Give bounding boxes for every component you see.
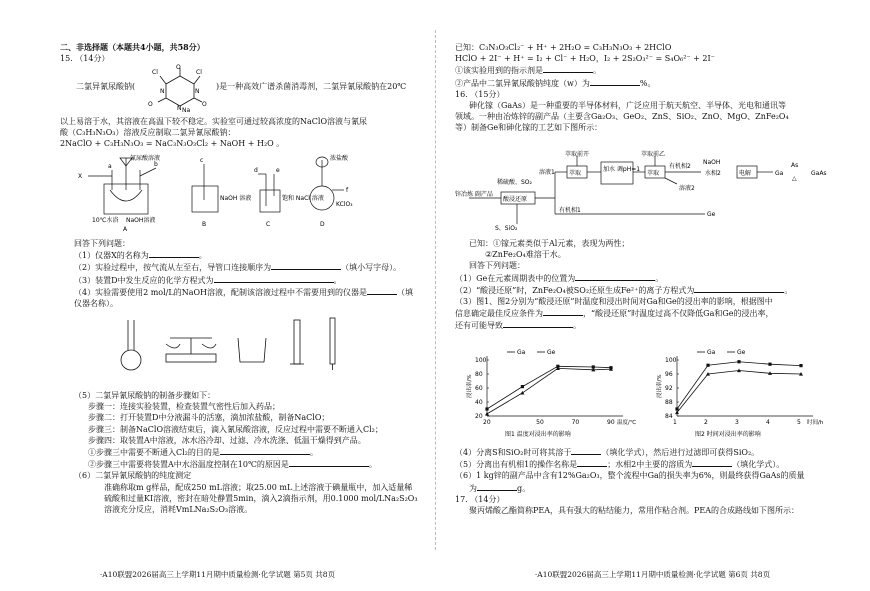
flow-electrolysis: 电解 [739,170,752,177]
q16-q2: （2）“酸浸还原”时，ZnFe₂O₄被SO₂还原生成Fe²⁺的离子方程式为 [455,285,695,295]
q15-item-3-tail: 。 [333,275,342,285]
x-tick-label: 50 [536,419,544,426]
flow-leach: 酸浸还原 [503,196,528,203]
flow-extract2: 萃取 [647,170,660,177]
struct-cl-left: Cl [152,69,158,76]
q17-number: 17. [455,494,468,504]
x-axis-label: 温度/℃ [617,420,637,426]
flow-ga: Ga [775,170,784,177]
process-flowchart [455,150,865,232]
label-c: c [200,157,204,164]
y-axis-label: 浸出率/% [467,374,473,398]
q16-q5-blank-1 [577,458,607,467]
q6-a-blank [543,64,593,73]
q15-intro-1b: )是一种高效广谱杀菌消毒剂，二氯异氰尿酸钠在20℃ [216,82,407,91]
q16-q2-tail: 。 [784,285,793,295]
apparatus-diagram [74,150,374,232]
q16-intro-1: 砷化镓（GaAs）是一种重要的半导体材料，广泛应用于航天航空、半导体、光电和通讯等 [469,100,787,110]
label-a: a [108,163,112,170]
flow-raw: 锌冶炼 副产品 [455,191,493,198]
a-caption-1: 10℃水浴 [92,217,119,224]
q16-q1: （1）Ge在元素周期表中的位置为 [455,273,576,283]
q15-item-2-tail: （填小写字母）。 [341,263,402,273]
flow-extract: 萃取 [569,170,582,177]
q16-q5: （5）分离出有机相1的操作名称是 [455,460,578,470]
q15-blank-3 [214,274,334,283]
y-tick-label: 60 [475,385,483,392]
q16-number: 16. [455,89,468,99]
q15-number: 15. [60,54,73,64]
q16-q3-line-3: 还有可能导致 [455,321,503,331]
struct-o-right: O [202,101,207,108]
q16-q1-tail: 。 [655,273,664,283]
x-tick-label: 90 [607,419,615,426]
label-b: b [154,161,158,168]
data-point-ga [799,364,802,367]
chart-title: 图1 温度对浸出率的影响 [505,431,571,438]
flow-solution1: 溶液1 [539,169,555,176]
burette-icon [330,318,335,370]
y-axis-label: 浸出率/% [657,374,663,398]
flow-as: As [791,162,799,169]
q15-q6-line-1: 准确称取m g样品，配成250 mL溶液；取25.00 mL上述溶液于碘量瓶中，加入适量稀 [104,482,413,492]
q15-item-4-line2: 仪器名称）。 [74,298,118,308]
data-point-ge [520,391,524,395]
label-f: f [346,187,349,194]
data-point-ga [521,385,524,388]
y-tick-label: 20 [475,413,483,420]
a-caption-2: NaOH溶液 [126,217,156,224]
flow-residue: S、SiO₂ [495,225,518,232]
q15-step-1: 步骤一：连接实验装置，检查装置气密性后加入药品； [88,402,280,412]
series-line-ge [677,371,801,413]
q15-step-2: 步骤二：打开装置D中分液漏斗的活塞，滴加浓盐酸，制备NaClO； [88,413,330,423]
q15-q6-line-3: 溶液充分反应，消耗VmLNa₂S₂O₃溶液。 [104,504,253,514]
known-eq-1: 已知：C₃N₃O₃Cl₂⁻ + H⁺ + 2H₂O = C₃H₃N₃O₃ + 2HClO [455,43,672,52]
chart-temperature [461,346,651,440]
y-tick-label: 84 [665,413,673,420]
q16-q5-mid: ；水相2中主要的溶质为 [607,460,693,470]
q15-q6-title: （6）二氯异氰尿酸钠的纯度测定 [74,471,192,481]
y-tick-label: 80 [475,371,483,378]
q16-q3-line-2-tail: ，“酸浸还原”时温度过高不仅降低Ga和Ge的浸出率， [583,309,774,319]
y-tick-label: 92 [665,385,673,392]
label-a-app: A [123,226,128,232]
y-tick-label: 100 [475,357,487,364]
label-d: d [254,167,258,174]
flow-extract-front: 萃取前开 [565,151,590,158]
flow-organic2: 有机相2 [669,163,691,170]
q15-item-1: （1）仪器X的名称为 [74,251,149,261]
right-footer: ·A10联盟2026届高三上学期11月期中质量检测·化学试题 第6页 共8页 [534,569,771,579]
instrument-row [108,316,348,372]
q15-step-4: 步骤四：取装置A中溶液，冰水浴冷却、过滤、冷水洗涤、低温干燥得到产品。 [88,435,366,445]
struct-o-left: O [148,101,153,108]
q15-blank-4 [367,286,397,295]
q6-a: ①该实验用到的指示剂是 [455,66,543,76]
q6-b-blank [590,77,640,86]
data-point-ga [706,364,709,367]
q15-q5-2: ②步骤三中需要将装置A中水浴温度控制在10℃的原因是 [88,460,289,470]
q16-q6-tail: g。 [517,483,531,493]
data-point-ga [675,407,678,410]
svg-text:N: N [160,88,165,95]
q15-answer-intro: 回答下列问题： [74,239,130,248]
x-tick-label: 2 [704,419,708,426]
flow-extract-back: 萃取前乙 [641,151,666,158]
struct-o-top: O [176,64,181,71]
data-point-ga [737,360,740,363]
q16-q6-line-2: 为 [469,483,477,493]
d-solution: KClO₃ [336,201,353,208]
svg-text:N: N [195,88,200,95]
data-point-ga [485,407,488,410]
x-tick-label: 4 [766,419,770,426]
q16-q4-blank [571,446,601,455]
x-tick-label: 1 [673,419,677,426]
q15-item-2: （2）实验过程中，按气流从左至右，导管口连接顺序为 [74,263,272,273]
svg-text:N: N [177,105,182,112]
q16-q5-blank-2 [692,458,732,467]
q15-q6-line-2: 硫酸和过量KI溶液，密封在暗处静置5min，滴入2滴指示剂，用0.1000 mol/LNa₂S₂O₃ [104,493,418,503]
y-tick-label: 40 [475,399,483,406]
label-d-app: D [320,221,325,228]
struct-cl-right: Cl [196,69,202,76]
struct-na: Na [182,107,191,112]
q15-q5-1-tail: 。 [309,447,318,457]
q16-q2-blank [694,284,784,293]
label-b-app: B [202,221,207,228]
y-tick-label: 100 [665,357,677,364]
q17-intro: 聚丙烯酸乙酯简称PEA，具有强大的粘结能力，常用作粘合剂。PEA的合成路线如下图所示： [469,505,799,515]
x-tick-label: 20 [483,419,491,426]
chart-time [651,346,841,440]
series-line-ge [487,368,611,414]
q16-q3-blank-1 [543,307,583,316]
q16-answer-intro: 回答下列问题： [469,261,525,271]
q15-intro-3: 酸（C₃H₃N₃O₃）溶液反应制取二氯异氰尿酸钠： [60,128,236,138]
q16-q6-blank [477,482,517,491]
q15-intro-2: 以上易溶于水，其溶液在高温下较不稳定。实验室可通过较高浓度的NaClO溶液与氰尿 [60,117,368,126]
balance-icon [166,338,216,362]
left-footer: ·A10联盟2026届高三上学期11月期中质量检测·化学试题 第5页 共8页 [99,569,336,579]
q15-blank-2 [271,261,341,270]
q15-equation: 2NaClO + C₃H₃N₃O₃ = NaC₃N₃O₃Cl₂ + NaOH + H₂O 。 [60,139,285,149]
label-c-app: C [266,221,271,228]
data-point-ge [485,412,489,416]
q16-q4-tail: （填化学式），然后进行过滤即可获得SiO₂。 [601,448,760,457]
q16-known-b: ②ZnFe₂O₄难溶于水。 [485,250,566,260]
flow-solution2: 溶液2 [679,185,695,192]
flow-naoh: NaOH [703,159,721,166]
q6-a-tail: 。 [593,66,601,76]
data-point-ga [768,363,771,366]
q17-score: （14分） [470,494,505,504]
legend-label-ga: Ga [707,349,716,356]
graduated-cylinder-icon [290,320,304,364]
flow-adjust: 加水 调pH=1 [603,166,641,173]
x-tick-label: 5 [797,419,801,426]
q16-q3-line-2: 信息确定最佳反应条件为 [455,309,543,319]
y-tick-label: 88 [665,399,673,406]
q16-q6-line-1: （6）1 kg锌的副产品中含有12%Ga₂O₃，整个流程中Ga的损失率为6%，则最终获得GaAs的质量 [455,471,805,481]
q16-q5-tail: （填化学式）。 [732,460,785,470]
legend-label-ge: Ge [547,349,556,356]
flow-organic1: 有机相1 [559,207,581,214]
q15-score: （14分） [75,54,110,64]
q15-blank-1 [149,249,199,258]
q16-intro-2: 领域。一种由冶炼锌的副产品（主要含Ga₂O₃、GeO₂、ZnS、SiO₂、ZnO、MgO、ZnFe₂O₄ [455,112,789,122]
chart-title: 图2 时间对浸出率的影响 [695,431,761,438]
beaker-icon [238,338,266,362]
flow-gaas: GaAs [811,170,827,177]
c-solution: 饱和 NaCl 溶液 [282,195,324,202]
volumetric-flask-icon [121,320,141,370]
q16-q4: （4）分离S和SiO₂时可将其溶于 [455,448,572,457]
q16-q3-blank-2 [503,319,573,328]
known-eq-2: HClO + 2I⁻ + H⁺ = I₂ + Cl⁻ + H₂O，I₂ + 2S₂O₃²⁻ = S₄O₆²⁻ + 2I⁻ [455,54,715,64]
q16-known-a: 已知：①镓元素类似于Al元素，表现为两性； [469,239,630,248]
x-axis-label: 时间/h [807,420,824,426]
flow-reagent1: 稀硫酸、SO₂ [497,179,532,186]
x-tick-label: 70 [571,419,580,426]
flow-water2: 水相2 [705,170,721,177]
q16-intro-3: 等）制备Ge和砷化镓的工艺如下图所示： [455,123,603,133]
q15-blank-5-2 [289,458,369,467]
legend-label-ge: Ge [737,349,746,356]
flow-ge: Ge [707,211,716,218]
q16-score: （15分） [470,89,505,99]
q15-item-4: （4）实验需要使用2 mol/L的NaOH溶液，配制该溶液过程中不需要用到的仪器是 [74,287,367,297]
q15-item-3: （3）装置D中发生反应的化学方程式为 [74,275,214,285]
b-solution: NaOH 溶液 [220,195,252,202]
q16-q3-line-3-tail: 。 [573,321,581,331]
q15-item-1-tail: 。 [198,251,207,261]
label-e: e [276,167,280,174]
right-page [435,0,870,591]
cyanurate-structure [140,64,220,112]
d-top-label: 浓盐酸 [330,155,349,162]
q15-q5-2-tail: 。 [368,460,377,470]
q15-blank-5-1 [220,446,310,455]
flow-delta: △ [792,175,797,182]
legend-label-ga: Ga [517,349,526,356]
q15-q5-1: ①步骤三中需要不断通入Cl₂的目的是 [88,447,220,457]
x-tick-label: 3 [735,419,739,426]
q16-q1-blank [575,272,655,281]
a-top-label: 氰尿酸溶液 [130,155,161,162]
q15-prep-title: （5）二氯异氰尿酸钠的制备步骤如下： [74,391,216,400]
q15-intro-1a: 二氯异氰尿酸钠( [76,82,136,91]
q15-item-4-tail: （填 [397,287,413,297]
label-x: X [78,173,83,180]
q6-b: ②产品中二氯异氰尿酸钠纯度（w）为 [455,78,590,88]
q15-step-3: 步骤三：制备NaClO溶液结束后，滴入氰尿酸溶液，反应过程中需要不断通入Cl₂； [88,424,383,434]
q16-q3-line-1: （3）图1、图2分别为“酸浸还原”时温度和浸出时间对Ga和Ge的浸出率的影响，根据图中 [455,296,773,306]
q6-b-tail: %。 [639,78,656,88]
section-header: 二、非选择题（本题共4小题，共58分） [60,42,205,52]
y-tick-label: 96 [665,371,673,378]
